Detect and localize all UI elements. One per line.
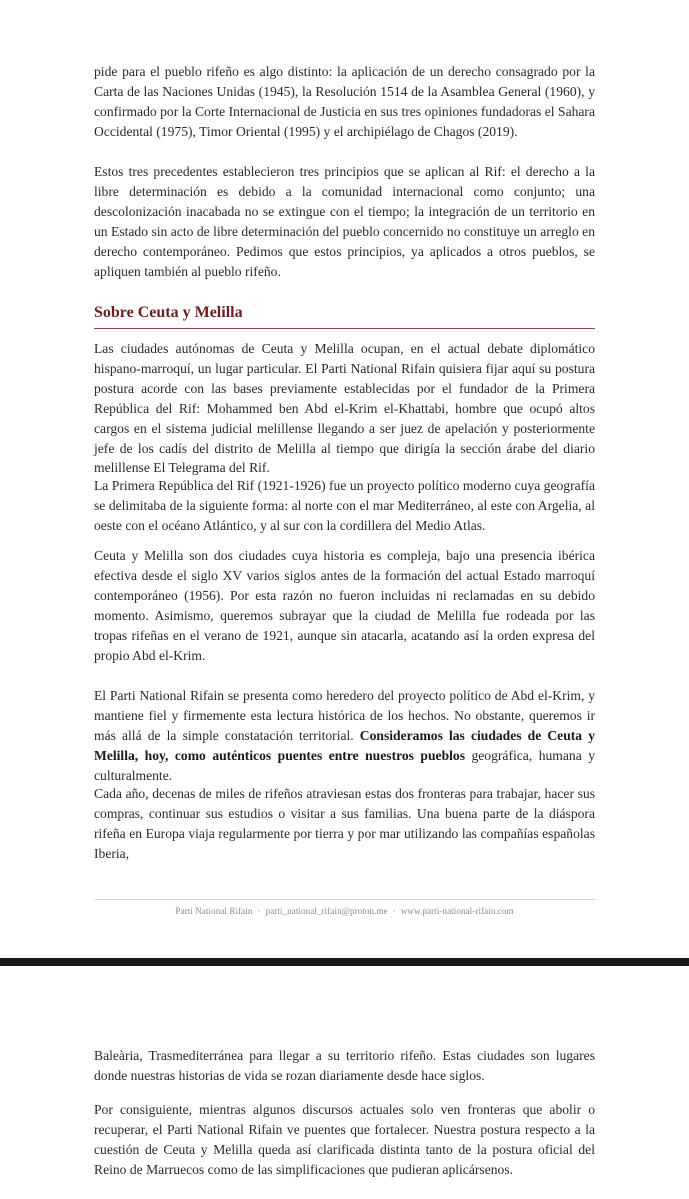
paragraph-intro-continued <box>94 62 595 142</box>
page-footer <box>0 906 689 916</box>
bold-emphasis: Consideramos las ciudades de Ceuta y Melilla, hoy, como auténticos puentes entre nuestros pueblos <box>94 727 595 763</box>
footer-separator: · <box>392 906 396 916</box>
paragraph-republica <box>94 476 595 536</box>
body-text: Ceuta y Melilla son dos ciudades cuya historia es compleja, bajo una presencia ibérica efectiva desde el siglo XV varios siglos antes de la formación del actual Estado marroquí contemporáneo (1956). Por esta razón no fueron incluidas ni reclamadas en su debido momento. Asimismo, queremos subrayar que la ciudad de Melilla fue rodeada por las tropas rifeñas en el verano de 1921, aunque sin atacarla, acatando así la orden expresa del propio Abd el-Krim. <box>94 548 595 663</box>
paragraph-conclusion <box>94 1100 595 1180</box>
document-page-2 <box>0 966 689 1199</box>
footer-separator: · <box>257 906 261 916</box>
section-title: Sobre Ceuta y Melilla <box>94 304 243 321</box>
body-text: Por consiguiente, mientras algunos discursos actuales solo ven fronteras que abolir o recuperar, el Parti National Rifain ve puentes que fortalecer. Nuestra postura respecto a la cuestión de Ceuta y Melilla queda así clarificada distinta tanto de la postura oficial del Reino de Marruecos como de las simplificaciones que pudieran aplicársenos. <box>94 1102 595 1177</box>
footer-website: www.parti-national-rifain.com <box>400 906 514 916</box>
paragraph-historia <box>94 546 595 665</box>
page-break-bar <box>0 958 689 966</box>
paragraph-cada-ano <box>94 784 595 864</box>
body-text-span: geográfica, humana y culturalmente. <box>94 747 595 783</box>
section-header <box>94 303 595 329</box>
paragraph-heredero <box>94 686 595 786</box>
body-text: Las ciudades autónomas de Ceuta y Melilla ocupan, en el actual debate diplomático hispano-marroquí, un lugar particular. El Parti National Rifain quisiera fijar aquí su postura postura acorde con las bases previamente establecidas por el fundador de la Primera República del Rif: Mohammed ben Abd el-Krim el-Khattabi, hombre que ocupó altos cargos en el sistema judicial melillense llegando a ser juez de apelación y posteriormente jefe de los cadís del distrito de Melilla al tiempo que dirigía la sección árabe del diario melillense El Telegrama del Rif. <box>94 341 595 476</box>
body-text: pide para el pueblo rifeño es algo distinto: la aplicación de un derecho consagrado por la Carta de las Naciones Unidas (1945), la Resolución 1514 de la Asamblea General (1960), y confirmado por la Corte Internacional de Justicia en sus tres opiniones fundadoras el Sahara Occidental (1975), Timor Oriental (1995) y el archipiélago de Chagos (2019). <box>94 64 595 139</box>
paragraph-ciudades <box>94 339 595 478</box>
body-text: Estos tres precedentes establecieron tres principios que se aplican al Rif: el derecho a la libre determinación es debido a la comunidad internacional como conjunto; una descolonización inacabada no se extingue con el tiempo; la integración de un territorio en un Estado sin acto de libre determinación del pueblo concernido no constituye un arreglo en derecho contemporáneo. Pedimos que estos principios, ya aplicados a otros pueblos, se apliquen también al pueblo rifeño. <box>94 164 595 279</box>
body-text-span: El Parti National Rifain se presenta como heredero del proyecto político de Abd el-Krim, y mantiene fiel y firmemente esta lectura histórica de los hechos. No obstante, queremos ir más allá de la simple constatación territorial. <box>94 688 595 743</box>
body-text: La Primera República del Rif (1921-1926) fue un proyecto político moderno cuya geografía se delimitaba de la siguiente forma: al norte con el mar Mediterráneo, al este con Argelia, al oeste con el océano Atlántico, y al sur con la cordillera del Medio Atlas. <box>94 478 595 533</box>
paragraph-continued <box>94 1046 595 1086</box>
footer-email: parti_national_rifain@proton.me <box>265 906 388 916</box>
paragraph-principles <box>94 162 595 281</box>
body-text: Cada año, decenas de miles de rifeños atraviesan estas dos fronteras para trabajar, hacer sus compras, continuar sus estudios o visitar a sus familias. Una buena parte de la diáspora rifeña en Europa viaja regularmente por tierra y por mar utilizando las compañías españolas Iberia, <box>94 786 595 861</box>
section-divider <box>94 328 595 329</box>
footer-divider <box>94 899 595 900</box>
body-text: Baleària, Trasmediterránea para llegar a su territorio rifeño. Estas ciudades son lugares donde nuestras historias de vida se rozan diariamente desde hace siglos. <box>94 1048 595 1083</box>
body-text <box>94 686 595 786</box>
footer-org: Parti National Rifain <box>175 906 253 916</box>
